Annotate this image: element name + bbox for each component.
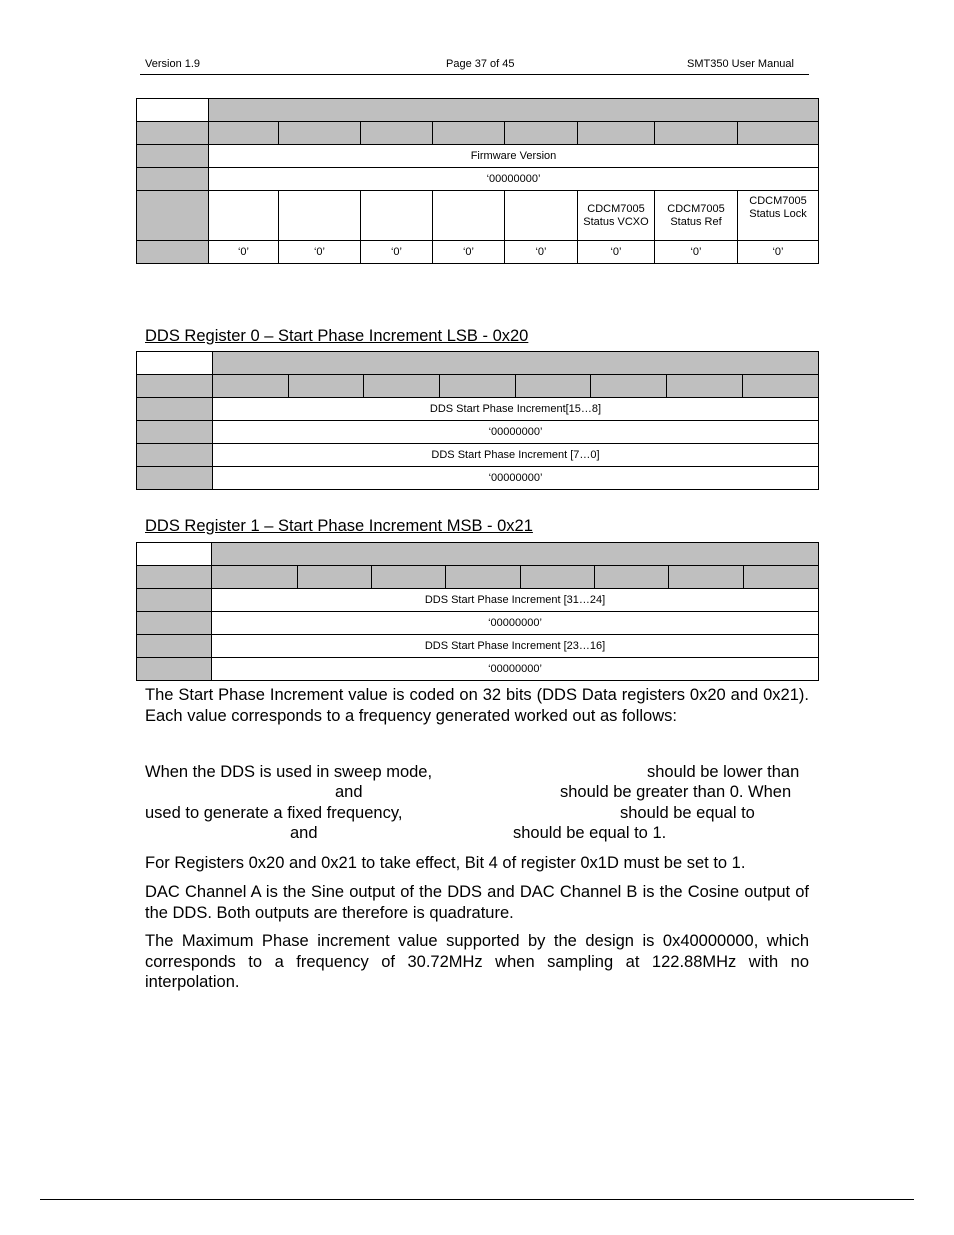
firmware-version-cell: Firmware Version: [209, 145, 819, 168]
dds-register-0-title: DDS Register 0 – Start Phase Increment LSB - 0x20: [145, 327, 529, 345]
table-cell: [655, 122, 738, 145]
bit-default-cell: ‘0’: [655, 241, 738, 264]
register-field-cell: DDS Start Phase Increment [23…16]: [212, 635, 819, 658]
table-cell: [433, 122, 505, 145]
bit-label-cell: [433, 191, 505, 241]
table-cell: [137, 168, 209, 191]
table-cell: [364, 375, 440, 398]
bit-default-cell: ‘0’: [505, 241, 578, 264]
table-row: [137, 168, 819, 191]
table-cell: [591, 375, 667, 398]
footer-divider: [40, 1199, 914, 1200]
table-row: [137, 241, 819, 264]
table-cell: [521, 566, 595, 589]
table-cell: [137, 658, 212, 681]
table-cell: [279, 122, 361, 145]
header-page-number: Page 37 of 45: [446, 58, 515, 70]
sweep-text: used to generate a fixed frequency,: [145, 804, 403, 822]
dds-register-1-table: [136, 542, 819, 681]
table-cell: [667, 375, 743, 398]
table-row: [137, 421, 819, 444]
table-cell: [137, 566, 212, 589]
table-cell: [137, 398, 213, 421]
table-cell: [137, 635, 212, 658]
register-default-cell: ‘00000000’: [212, 612, 819, 635]
sweep-text: should be equal to: [620, 804, 755, 822]
bit-label-cell: [361, 191, 433, 241]
table-cell: [137, 612, 212, 635]
table-corner-cell: [137, 543, 212, 566]
table-corner-cell: [137, 99, 209, 122]
register-default-cell: ‘00000000’: [212, 658, 819, 681]
bit-default-cell: ‘0’: [433, 241, 505, 264]
sweep-text: should be equal to 1.: [513, 824, 667, 842]
table-cell: [137, 589, 212, 612]
table-header-cell: [213, 352, 819, 375]
table-header-cell: [209, 99, 819, 122]
table-cell: [446, 566, 521, 589]
table-cell: [137, 122, 209, 145]
table-cell: [137, 191, 209, 241]
table-row: [137, 589, 819, 612]
header-version: Version 1.9: [145, 58, 201, 70]
table-cell: [212, 566, 298, 589]
table-cell: [744, 566, 819, 589]
bit-label-cell: [505, 191, 578, 241]
table-cell: [505, 122, 578, 145]
firmware-default-cell: ‘00000000’: [209, 168, 819, 191]
table-cell: [595, 566, 669, 589]
table-row: [137, 635, 819, 658]
dds-register-1-title: DDS Register 1 – Start Phase Increment MSB - 0x21: [145, 517, 533, 535]
sweep-text: and: [290, 824, 318, 842]
table-cell: [137, 145, 209, 168]
sweep-text: and: [335, 783, 363, 801]
table-cell: [137, 421, 213, 444]
table-cell: [137, 467, 213, 490]
table-cell: [213, 375, 289, 398]
register-default-cell: ‘00000000’: [213, 467, 819, 490]
register-default-cell: ‘00000000’: [213, 421, 819, 444]
table-cell: [372, 566, 446, 589]
table-corner-cell: [137, 352, 213, 375]
table-cell: [137, 375, 213, 398]
table-cell: [578, 122, 655, 145]
paragraph-max-phase: The Maximum Phase increment value supported by the design is 0x40000000, which corresponds to a frequency of 30.72MHz when sampling at 122.88MHz with no interpolation.: [145, 932, 809, 991]
dds-register-0-table: [136, 351, 819, 490]
table-cell: [743, 375, 819, 398]
table-row: [137, 658, 819, 681]
table-row: [137, 398, 819, 421]
table-cell: [516, 375, 591, 398]
table-row: [137, 612, 819, 635]
register-field-cell: DDS Start Phase Increment [7…0]: [213, 444, 819, 467]
table-cell: [440, 375, 516, 398]
table-row: [137, 444, 819, 467]
bit-label-cell: CDCM7005 Status VCXO: [578, 191, 655, 241]
table-header-cell: [212, 543, 819, 566]
sweep-text: When the DDS is used in sweep mode,: [145, 763, 433, 781]
table-row: [137, 467, 819, 490]
bit-label-cell: [209, 191, 279, 241]
register-field-cell: DDS Start Phase Increment[15…8]: [213, 398, 819, 421]
register-field-cell: DDS Start Phase Increment [31…24]: [212, 589, 819, 612]
bit-default-cell: ‘0’: [361, 241, 433, 264]
table-cell: [209, 122, 279, 145]
table-cell: [298, 566, 372, 589]
bit-label-cell: [279, 191, 361, 241]
paragraph-registers-effect: For Registers 0x20 and 0x21 to take effect, Bit 4 of register 0x1D must be set to 1.: [145, 854, 746, 872]
table-row: [137, 145, 819, 168]
table-cell: [137, 241, 209, 264]
bit-default-cell: ‘0’: [578, 241, 655, 264]
bit-default-cell: ‘0’: [738, 241, 819, 264]
paragraph-phase-increment: The Start Phase Increment value is coded on 32 bits (DDS Data registers 0x20 and 0x21). Each value corresponds to a frequency generated worked out as follows:: [145, 686, 809, 725]
status-register-table: [136, 98, 819, 264]
table-row: [137, 191, 819, 241]
table-cell: [669, 566, 744, 589]
sweep-text: should be lower than: [647, 763, 800, 781]
bit-default-cell: ‘0’: [209, 241, 279, 264]
bit-label-cell: CDCM7005 Status Lock: [738, 191, 819, 241]
sweep-text: should be greater than 0. When: [560, 783, 792, 801]
header-divider: [140, 74, 809, 75]
table-cell: [289, 375, 364, 398]
paragraph-dac-channels: DAC Channel A is the Sine output of the DDS and DAC Channel B is the Cosine output of the DDS. Both outputs are therefore is quadrature.: [145, 883, 809, 922]
table-cell: [361, 122, 433, 145]
bit-label-cell: CDCM7005 Status Ref: [655, 191, 738, 241]
table-cell: [738, 122, 819, 145]
header-manual-title: SMT350 User Manual: [687, 58, 794, 70]
bit-default-cell: ‘0’: [279, 241, 361, 264]
table-cell: [137, 444, 213, 467]
